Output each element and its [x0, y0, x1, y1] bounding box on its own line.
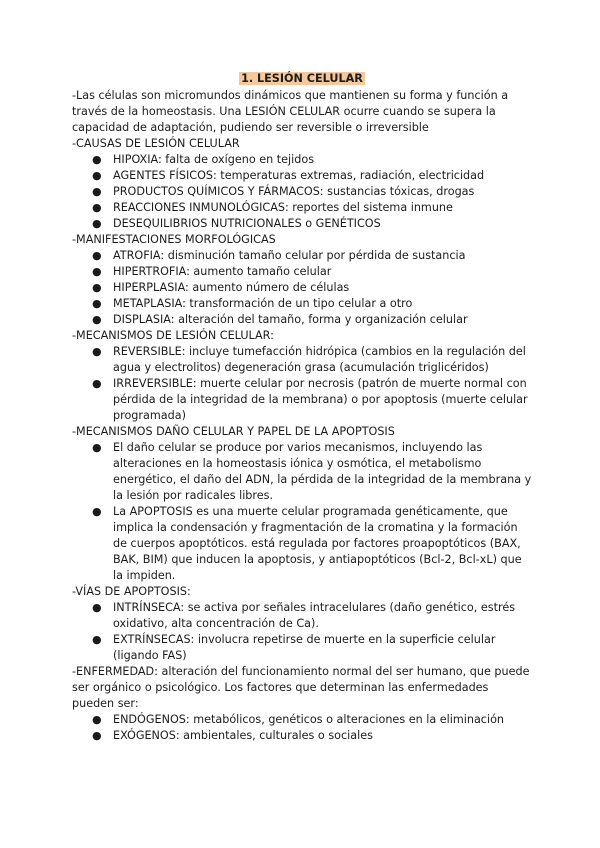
bullet-icon: ●: [92, 345, 102, 358]
list-item: ● HIPOXIA: falta de oxígeno en tejidos: [92, 153, 315, 166]
list-causas: [72, 152, 532, 232]
list-item: ● EXTRÍNSECAS: involucra repetirse de muerte en la superficie celular (ligando FAS): [92, 633, 496, 662]
list-item: ● La APOPTOSIS es una muerte celular programada genéticamente, que implica la condensación y fragmentación de la cromatina y la formación de cuerpos apoptóticos. está regulada por factores proapoptóticos (BAX, BAK, BIM) que inducen la apoptosis, y antiapoptóticos (Bcl-2, Bcl-xL) que la impiden.: [92, 505, 522, 582]
section-heading-vias-apoptosis: -VÍAS DE APOPTOSIS:: [72, 585, 191, 598]
list-item: ● El daño celular se produce por varios mecanismos, incluyendo las alteraciones en la homeostasis iónica y osmótica, el metabolismo energético, el daño del ADN, la pérdida de la integridad de la membrana y la lesión por radicales libres.: [92, 441, 532, 502]
bullet-icon: ●: [92, 297, 102, 310]
list-item: ● HIPERTROFIA: aumento tamaño celular: [92, 265, 332, 278]
bullet-icon: ●: [92, 265, 102, 278]
list-item: ● METAPLASIA: transformación de un tipo celular a otro: [92, 297, 413, 310]
bullet-icon: ●: [92, 713, 102, 726]
list-item: ● AGENTES FÍSICOS: temperaturas extremas, radiación, electricidad: [92, 169, 485, 182]
list-item: ● PRODUCTOS QUÍMICOS Y FÁRMACOS: sustancias tóxicas, drogas: [92, 185, 475, 198]
list-vias-apoptosis: [72, 600, 532, 664]
list-item: ● REVERSIBLE: incluye tumefacción hidrópica (cambios en la regulación del agua y electrolitos) degeneración grasa (acumulación triglicéridos): [92, 345, 526, 374]
disease-paragraph: -ENFERMEDAD: alteración del funcionamiento normal del ser humano, que puede ser orgánico o psicológico. Los factores que determinan las enfermedades pueden ser:: [72, 665, 530, 710]
bullet-icon: ●: [92, 441, 102, 454]
bullet-icon: ●: [92, 633, 102, 646]
bullet-icon: ●: [92, 249, 102, 262]
bullet-icon: ●: [92, 505, 102, 518]
bullet-icon: ●: [92, 377, 102, 390]
bullet-icon: ●: [92, 729, 102, 742]
bullet-icon: ●: [92, 169, 102, 182]
list-item: ● EXÓGENOS: ambientales, culturales o sociales: [92, 729, 373, 742]
list-item: ● DESEQUILIBRIOS NUTRICIONALES o GENÉTICOS: [92, 217, 381, 230]
intro-paragraph: -Las células son micromundos dinámicos que mantienen su forma y función a través de la homeostasis. Una LESIÓN CELULAR ocurre cuando se supera la capacidad de adaptación, pudiendo ser reversible o irreversible: [72, 89, 509, 134]
bullet-icon: ●: [92, 153, 102, 166]
list-item: ● HIPERPLASIA: aumento número de células: [92, 281, 350, 294]
section-heading-mecanismos: -MECANISMOS DE LESIÓN CELULAR:: [72, 329, 274, 342]
list-item: ● INTRÍNSECA: se activa por señales intracelulares (daño genético, estrés oxidativo, alta concentración de Ca).: [92, 601, 516, 630]
bullet-icon: ●: [92, 601, 102, 614]
section-heading-causas: -CAUSAS DE LESIÓN CELULAR: [72, 137, 240, 150]
title-row: [72, 71, 532, 87]
list-disease-factors: [72, 712, 532, 744]
bullet-icon: ●: [92, 185, 102, 198]
bullet-icon: ●: [92, 217, 102, 230]
bullet-icon: ●: [92, 281, 102, 294]
list-item: ● REACCIONES INMUNOLÓGICAS: reportes del sistema inmune: [92, 201, 453, 214]
list-manifestaciones: [72, 248, 532, 328]
list-item: ● IRREVERSIBLE: muerte celular por necrosis (patrón de muerte normal con pérdida de la integridad de la membrana) o por apoptosis (muerte celular programada): [92, 377, 528, 422]
page-title: 1. LESIÓN CELULAR: [241, 72, 363, 85]
section-heading-dano-apoptosis: -MECANISMOS DAÑO CELULAR Y PAPEL DE LA APOPTOSIS: [72, 425, 395, 438]
list-item: ● DISPLASIA: alteración del tamaño, forma y organización celular: [92, 313, 468, 326]
list-dano-apoptosis: [72, 440, 532, 584]
list-mecanismos: [72, 344, 532, 424]
section-heading-manifestaciones: -MANIFESTACIONES MORFOLÓGICAS: [72, 233, 276, 246]
bullet-icon: ●: [92, 201, 102, 214]
list-item: ● ENDÓGENOS: metabólicos, genéticos o alteraciones en la eliminación: [92, 713, 504, 726]
bullet-icon: ●: [92, 313, 102, 326]
list-item: ● ATROFIA: disminución tamaño celular por pérdida de sustancia: [92, 249, 466, 262]
